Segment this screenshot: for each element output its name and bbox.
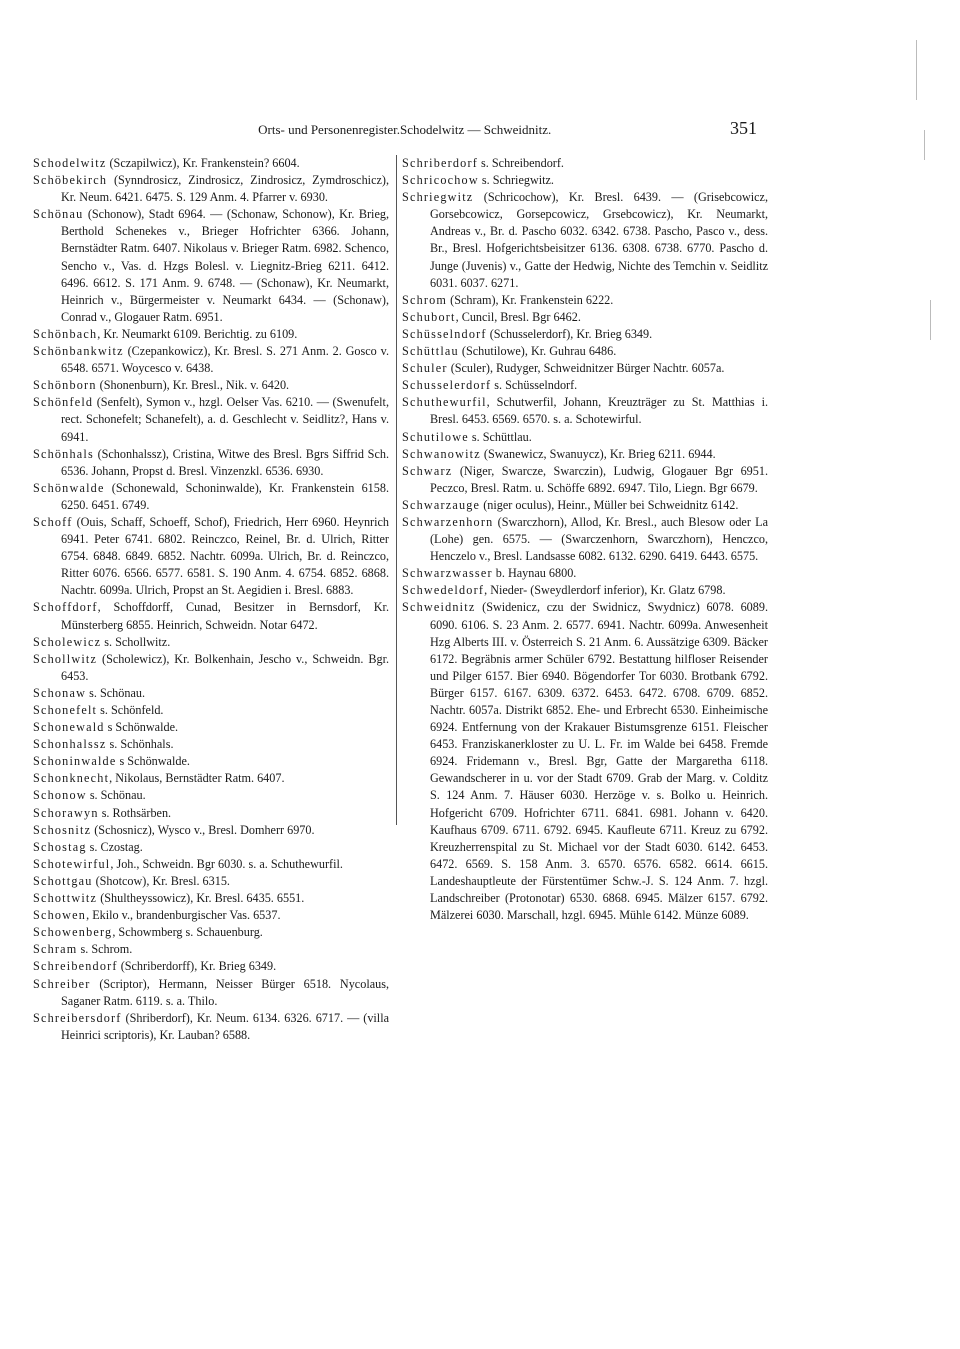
entry-headword: Schowenberg [33, 925, 113, 940]
entry-headword: Schöbekirch [33, 173, 108, 188]
register-entry [33, 480, 389, 514]
entry-text: (Schram), Kr. Frankenstein 6222. [447, 292, 614, 307]
entry-headword: Schusselerdorf [402, 378, 492, 393]
entry-headword: Schram [33, 942, 78, 957]
entry-headword: Schonhalssz [33, 737, 107, 752]
register-entry [402, 599, 768, 924]
register-entry [33, 1010, 389, 1044]
register-entry [33, 976, 389, 1010]
entry-headword: Schönhals [33, 446, 94, 461]
entry-text: (Ouis, Schaff, Schoeff, Schof), Friedrich, Herr 6960. Heynrich 6941. Peter 6741. 6802. Reinczco, Reinel, Br. d. Ulrich, Ritter 6754. 6848. 6849. 6852. Nachtr. 6099a. Ulrich, Br. d. Reinczco, Ritter 6076. 6566. 6577. 6581. S. 190 Anm. 4. 6754. 6852. 6868. Nachtr. 6099a. Ulrich, Propst an St. Aegidien i. Bresl. 6883. [61, 514, 389, 598]
entry-text: (Schonow), Stadt 6964. — (Schonaw, Schonow), Kr. Brieg, Berthold Schenekes v., Brieger Hofrichter 6366. Johann, Bernstädter Ratm. 6407. Nikolaus v. Brieger Ratm. 6982. Schenco, Sencho v., Vas. d. Hzgs Bolesl. v. Liegnitz-Brieg 6211. 6412. 6496. 6612. S. 171 Anm. 9. 6748. — (Schonaw), Kr. Neumarkt, Heinrich v., Bürgermeister v. Neumarkt 6434. — (Schonaw), Conrad v., Glogauer Ratm. 6951. [61, 207, 389, 324]
entry-headword: Schonewald [33, 720, 105, 735]
entry-text: (Scriptor), Hermann, Neisser Bürger 6518. Nycolaus, Saganer Ratm. 6119. s. a. Thilo. [61, 976, 389, 1008]
entry-text: (Sculer), Rudyger, Schweidnitzer Bürger Nachtr. 6057a. [447, 361, 725, 376]
entry-text: (Swidenicz, czu der Swidnicz, Swydnicz) 6078. 6089. 6090. 6106. S. 23 Anm. 2. 6577. 6941. Nachtr. 6099a. Anwesenheit Hzg Alberts III. v. Österreich S. 21 Anm. 6. Aussätzige 6309. Bäcker 6172. Begräbnis armer Schüler 6792. Bestattung hilfloser Reisender und Pilger 6157. Bier 6940. Bögendorfer Tor 6030. Brotbank 6792. Bürger 6157. 6167. 6309. 6372. 6453. 6472. 6708. 6709. 6852. Nachtr. 6057a. Distrikt 6852. Ehe- und Erbrecht 6530. Einheimische 6924. Entfernung von der Krakauer Bistumsgrenze 6151. Fleischer 6453. Franziskanerkloster zu U. L. Fr. im Walde bei 6458. Fremde 6924. Fridemann v., Bresl. Bgr, Gatte der Margaretha 6118. Gewandscherer in u. vor der Stadt 6709. Grab der Marg. v. Colditz S. 124 Anm. 7. Häuser 6030. Herzöge v. s. Bolko u. Heinrich. Hofgericht 6709. Hofrichter 6711. 6841. 6981. Johann v. 6420. Kaufhaus 6709. 6711. 6792. 6945. Kaufleute 6711. Kreuz zu 6792. Kreuzherrenspital zu St. Michael vor der Stadt 6030. 6142. 6453. 6472. 6569. S. 158 Anm. 3. 6570. 6576. 6582. 6614. 6615. Landeshauptleute der Fürstentümer Schw.-J. S. 124 Anm. 7. hzgl. Landschreiber (Protonotar) 6530. 6868. 6945. Mälzer 6157. 6792. Mälzerei 6030. Marschall, hzgl. 6945. Mühle 6142. Münze 6089. [430, 600, 768, 923]
entry-headword: Schowen [33, 908, 87, 923]
entry-text: s. Schrom. [77, 942, 133, 957]
register-entry [33, 206, 389, 326]
entry-text: (Scholewicz), Kr. Bolkenhain, Jescho v., Schweidn. Bgr. 6453. [61, 651, 389, 683]
entry-text: (Shonenburn), Kr. Bresl., Nik. v. 6420. [96, 378, 290, 393]
entry-headword: Schreiber [33, 976, 91, 991]
register-entry [402, 360, 768, 377]
entry-headword: Schonow [33, 788, 87, 803]
register-entry [33, 634, 389, 651]
entry-headword: Schoffdorf [33, 600, 98, 615]
register-entry [33, 941, 389, 958]
register-entry [33, 890, 389, 907]
entry-text: , Schowmberg s. Schauenburg. [112, 925, 263, 940]
entry-text: (Shultheyssowicz), Kr. Bresl. 6435. 6551. [97, 891, 305, 906]
entry-text: (Senfelt), Symon v., hzgl. Oelser Vas. 6210. — (Swenufelt, rect. Schonefelt; Schanefelt), a. d. Geschlecht v. Seidlitz?, Hans v. 6941. [61, 395, 389, 444]
entry-headword: Schuler [402, 361, 448, 376]
entry-text: (Shotcow), Kr. Bresl. 6315. [92, 873, 230, 888]
entry-headword: Schoff [33, 514, 73, 529]
register-entry [33, 446, 389, 480]
entry-headword: Schuthewurfil [402, 395, 487, 410]
register-entry [402, 497, 768, 514]
register-entry [33, 719, 389, 736]
entry-text: , Kr. Neumarkt 6109. Berichtig. zu 6109. [97, 326, 298, 341]
entry-headword: Schostag [33, 839, 87, 854]
entry-text: s Schönwalde. [104, 720, 179, 735]
entry-text: s. Rothsärben. [98, 805, 172, 820]
register-entry [402, 429, 768, 446]
entry-headword: Schwedeldorf [402, 583, 485, 598]
entry-headword: Schönborn [33, 378, 97, 393]
register-entry [402, 446, 768, 463]
register-entry [33, 839, 389, 856]
register-entry [33, 787, 389, 804]
entry-text: s. Schüttlau. [468, 429, 532, 444]
register-entry [33, 924, 389, 941]
entry-text: (Swarczhorn), Allod, Kr. Bresl., auch Blesow oder La (Lohe) gen. 6575. — (Swarczenhorn, Swarczhorn), Henczco, Henczelo v., Bresl. Landsasse 6082. 6132. 6290. 6419. 6443. 6575. [430, 514, 768, 564]
entry-text: (Czepankowicz), Kr. Bresl. S. 271 Anm. 2. Gosco v. 6548. 6571. Woycesco v. 6438. [61, 344, 389, 376]
entry-headword: Schosnitz [33, 822, 92, 837]
register-entry [402, 582, 768, 599]
register-entry [33, 873, 389, 890]
register-entry [33, 805, 389, 822]
entry-headword: Schwarzwasser [402, 566, 493, 581]
register-entry [402, 155, 768, 172]
entry-headword: Schwarz [402, 463, 453, 478]
header-right-title: Schodelwitz — Schweidnitz. [400, 122, 552, 137]
register-entry [33, 377, 389, 394]
entry-headword: Schönau [33, 207, 84, 222]
right-column [402, 155, 768, 924]
register-entry [402, 326, 768, 343]
register-entry [33, 394, 389, 445]
entry-headword: Schorawyn [33, 805, 99, 820]
entry-headword: Schottwitz [33, 891, 98, 906]
entry-text: , Joh., Schweidn. Bgr 6030. s. a. Schuthewurfil. [110, 856, 343, 871]
entry-headword: Schönbankwitz [33, 344, 124, 359]
register-entry [33, 907, 389, 924]
entry-headword: Schonaw [33, 685, 87, 700]
entry-text: , Ekilo v., brandenburgischer Vas. 6537. [86, 908, 281, 923]
entry-headword: Schriberdorf [402, 156, 478, 170]
entry-text: s Schönwalde. [116, 754, 190, 769]
entry-headword: Schonefelt [33, 703, 98, 717]
register-entry [402, 514, 768, 565]
entry-headword: Schwarzauge [402, 497, 481, 512]
header-left-title: Orts- und Personenregister. [258, 122, 400, 137]
register-entry [33, 702, 389, 719]
register-entry [33, 770, 389, 787]
entry-text: b. Haynau 6800. [492, 566, 577, 581]
entry-text: s. Schönau. [86, 685, 145, 700]
register-entry [33, 651, 389, 685]
entry-headword: Schollwitz [33, 651, 98, 666]
entry-headword: Schüttlau [402, 344, 459, 359]
entry-headword: Schubort [402, 309, 456, 324]
column-divider [396, 155, 397, 825]
register-entry [33, 736, 389, 753]
entry-text: (Schonhalssz), Cristina, Witwe des Bresl. Bgrs Siffrid Sch. 6536. Johann, Propst d. Bresl. Vinzenzkl. 6536. 6930. [61, 446, 389, 478]
entry-headword: Schönbach [33, 326, 98, 341]
register-entry [402, 172, 768, 189]
register-entry [402, 343, 768, 360]
entry-text: s. Czostag. [86, 839, 143, 854]
entry-headword: Schottgau [33, 873, 93, 888]
entry-text: , Nieder- (Sweydlerdorf inferior), Kr. Glatz 6798. [484, 583, 726, 598]
entry-text: (Schutilowe), Kr. Guhrau 6486. [458, 344, 617, 359]
entry-text: (Shriberdorf), Kr. Neum. 6134. 6326. 6717. — (villa Heinrici scriptoris), Kr. Lauban? 6588. [61, 1010, 389, 1042]
entry-text: (Synndrosicz, Zindrosicz, Zindrosicz, Zymdroschicz), Kr. Neum. 6421. 6475. S. 129 Anm. 4. Pfarrer v. 6930. [61, 173, 389, 205]
entry-headword: Schwanowitz [402, 446, 481, 461]
entry-text: , Nikolaus, Bernstädter Ratm. 6407. [109, 771, 285, 786]
entry-text: (Schosnicz), Wysco v., Bresl. Domherr 6970. [91, 822, 315, 837]
register-entry [33, 326, 389, 343]
entry-headword: Schönwalde [33, 480, 105, 495]
register-entry [402, 292, 768, 309]
entry-headword: Schrom [402, 292, 448, 307]
entry-text: (Schricochow), Kr. Bresl. 6439. — (Grisebcowicz, Gorsebcowicz, Gorsepcowicz, Grsebcowicz), Kr. Neumarkt, Andreas v., Br. d. Pascho 6032. 6342. 6738. Pascho, Pasco v., dess. Br., Bresl. Hofgerichtsbeisitzer 6136. 6308. 6738. 6770. Pascho d. Junge (Juvenis) v., Gatte der Hedwig, Nichte des Temchin v. Seidlitz 6031. 6037. 6271. [430, 190, 768, 290]
register-entry [33, 155, 389, 172]
entry-text: , Schutwerfil, Johann, Kreuzträger zu St. Matthias i. Bresl. 6453. 6569. 6570. s. a. Schotewirful. [430, 395, 768, 427]
running-header [32, 120, 772, 140]
entry-text: , Cuncil, Bresl. Bgr 6462. [455, 309, 581, 324]
scan-margin-marks [910, 0, 950, 1349]
entry-text: s. Schollwitz. [101, 634, 171, 649]
register-entry [33, 822, 389, 839]
register-entry [33, 343, 389, 377]
entry-headword: Schutilowe [402, 429, 469, 444]
register-entry [402, 309, 768, 326]
entry-headword: Schweidnitz [402, 600, 476, 615]
entry-headword: Schriegwitz [402, 190, 474, 205]
entry-text: s. Schüsselndorf. [491, 378, 578, 393]
entry-text: s. Schönau. [86, 788, 146, 803]
entry-text: (Sczapilwicz), Kr. Frankenstein? 6604. [106, 156, 300, 170]
entry-text: (niger oculus), Heinr., Müller bei Schweidnitz 6142. [480, 497, 739, 512]
register-entry [402, 189, 768, 292]
register-entry [33, 599, 389, 633]
register-entry [33, 685, 389, 702]
entry-headword: Schoninwalde [33, 754, 117, 769]
entry-text: (Swanewicz, Swanuycz), Kr. Brieg 6211. 6944. [480, 446, 716, 461]
entry-headword: Schreibersdorf [33, 1010, 122, 1025]
register-entry [402, 463, 768, 497]
entry-headword: Schonknecht [33, 771, 110, 786]
page-number: 351 [730, 118, 757, 138]
register-entry [402, 394, 768, 428]
entry-text: (Schonewald, Schoninwalde), Kr. Frankenstein 6158. 6250. 6451. 6749. [61, 480, 389, 512]
entry-headword: Schüsselndorf [402, 326, 487, 341]
entry-text: (Schriberdorff), Kr. Brieg 6349. [117, 959, 277, 974]
entry-headword: Schreibendorf [33, 959, 118, 974]
entry-text: s. Schönhals. [106, 737, 174, 752]
register-entry [33, 958, 389, 975]
entry-headword: Schodelwitz [33, 156, 107, 170]
entry-text: s. Schreibendorf. [478, 156, 564, 170]
entry-text: , Schoffdorff, Cunad, Besitzer in Bernsdorf, Kr. Münsterberg 6855. Heinrich, Schweidn. Notar 6472. [61, 600, 389, 632]
register-entry [33, 172, 389, 206]
entry-text: s. Schriegwitz. [478, 173, 554, 188]
register-entry [33, 856, 389, 873]
entry-headword: Schönfeld [33, 395, 94, 410]
entry-text: (Schusselerdorf), Kr. Brieg 6349. [486, 326, 653, 341]
register-entry [33, 753, 389, 770]
register-entry [402, 565, 768, 582]
left-column [33, 155, 389, 1044]
entry-headword: Schwarzenhorn [402, 514, 494, 529]
entry-text: s. Schönfeld. [97, 703, 164, 717]
register-entry [402, 377, 768, 394]
entry-text: (Niger, Swarcze, Swarczin), Ludwig, Glogauer Bgr 6951. Peczco, Bresl. Ratm. u. Schöffe 6892. 6947. Tilo, Liegn. Bgr 6679. [430, 463, 768, 495]
entry-headword: Scholewicz [33, 634, 102, 649]
entry-headword: Schotewirful [33, 856, 111, 871]
entry-headword: Schricochow [402, 173, 479, 188]
register-entry [33, 514, 389, 599]
